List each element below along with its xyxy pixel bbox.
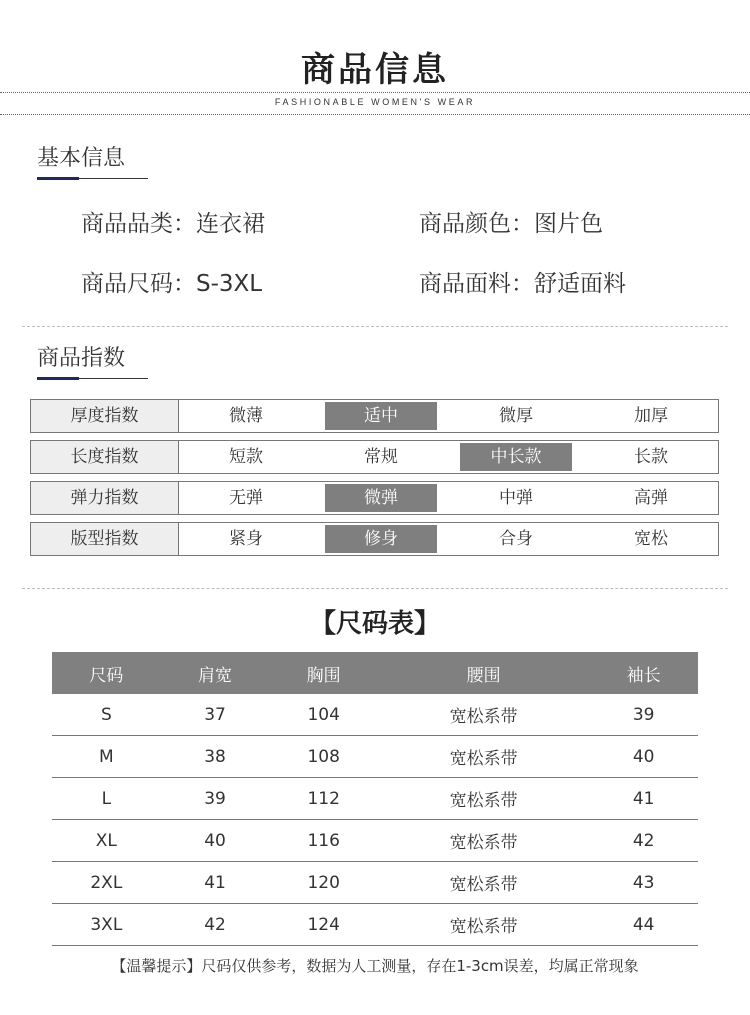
table-cell: 宽松系带	[378, 904, 589, 946]
heading-accent-bar	[37, 377, 79, 380]
index-row-options	[179, 523, 730, 555]
table-cell: 40	[589, 736, 698, 778]
index-row-label: 弹力指数	[31, 482, 179, 514]
title-dotted-divider-top	[0, 92, 750, 93]
table-row	[52, 778, 698, 820]
size-chart-title: 【尺码表】	[309, 609, 440, 639]
table-cell: 宽松系带	[378, 778, 589, 820]
index-option-selected: 中长款	[460, 443, 572, 471]
table-cell: 104	[269, 694, 378, 736]
section-divider	[22, 588, 728, 589]
index-option-selected: 修身	[325, 525, 437, 553]
table-cell: 3XL	[52, 904, 161, 946]
table-cell: 宽松系带	[378, 694, 589, 736]
table-cell: 42	[589, 820, 698, 862]
index-option: 常规	[364, 447, 398, 467]
index-option: 长款	[634, 447, 668, 467]
index-row	[30, 440, 719, 474]
page-subtitle: FASHIONABLE WOMEN'S WEAR	[274, 97, 476, 107]
basic-info-heading-text: 基本信息	[37, 146, 126, 171]
size-table-header-cell: 胸围	[269, 652, 378, 694]
tip-text: 【温馨提示】尺码仅供参考，数据为人工测量，存在1-3cm误差，均属正常现象	[111, 957, 639, 975]
table-cell: S	[52, 694, 161, 736]
size-table-header-cell: 肩宽	[161, 652, 270, 694]
info-color: 商品颜色：图片色	[419, 211, 603, 237]
index-heading-text: 商品指数	[37, 346, 126, 371]
page-title: 商品信息	[301, 50, 449, 90]
table-cell: 44	[589, 904, 698, 946]
table-cell: M	[52, 736, 161, 778]
table-cell: 124	[269, 904, 378, 946]
info-fabric: 商品面料：舒适面料	[419, 271, 626, 297]
table-cell: 宽松系带	[378, 862, 589, 904]
info-category: 商品品类：连衣裙	[81, 211, 265, 237]
index-row-label: 长度指数	[31, 441, 179, 473]
index-option: 短款	[229, 447, 263, 467]
table-row	[52, 736, 698, 778]
index-option-selected: 适中	[325, 402, 437, 430]
table-cell: 宽松系带	[378, 736, 589, 778]
index-option: 中弹	[499, 488, 533, 508]
index-row	[30, 481, 719, 515]
index-option: 无弹	[229, 488, 263, 508]
table-cell: 41	[589, 778, 698, 820]
index-option: 紧身	[229, 529, 263, 549]
title-dotted-divider-bottom	[0, 114, 750, 115]
index-heading	[37, 346, 148, 379]
index-option: 宽松	[634, 529, 668, 549]
size-table-header-cell: 腰围	[378, 652, 589, 694]
size-table-header-row	[52, 652, 698, 694]
section-divider	[22, 326, 728, 327]
index-row-label: 厚度指数	[31, 400, 179, 432]
table-cell: 116	[269, 820, 378, 862]
index-option: 微薄	[229, 406, 263, 426]
table-cell: 112	[269, 778, 378, 820]
index-option: 微厚	[499, 406, 533, 426]
table-cell: 宽松系带	[378, 820, 589, 862]
table-cell: 39	[161, 778, 270, 820]
table-cell: 42	[161, 904, 270, 946]
table-cell: XL	[52, 820, 161, 862]
index-row	[30, 399, 719, 433]
table-row	[52, 862, 698, 904]
size-table-header-cell: 尺码	[52, 652, 161, 694]
index-option: 加厚	[634, 406, 668, 426]
table-row	[52, 694, 698, 736]
table-row	[52, 820, 698, 862]
table-cell: L	[52, 778, 161, 820]
index-row-options	[179, 482, 730, 514]
size-table	[52, 652, 698, 946]
table-cell: 39	[589, 694, 698, 736]
table-cell: 41	[161, 862, 270, 904]
index-option: 合身	[499, 529, 533, 549]
index-row-options	[179, 441, 730, 473]
info-size: 商品尺码：S-3XL	[81, 271, 263, 297]
index-row	[30, 522, 719, 556]
index-row-options	[179, 400, 730, 432]
index-row-label: 版型指数	[31, 523, 179, 555]
basic-info-heading	[37, 146, 148, 179]
size-table-header-cell: 袖长	[589, 652, 698, 694]
index-option: 高弹	[634, 488, 668, 508]
table-row	[52, 904, 698, 946]
table-cell: 2XL	[52, 862, 161, 904]
table-cell: 38	[161, 736, 270, 778]
index-option-selected: 微弹	[325, 484, 437, 512]
table-cell: 120	[269, 862, 378, 904]
table-cell: 37	[161, 694, 270, 736]
table-cell: 43	[589, 862, 698, 904]
heading-accent-bar	[37, 177, 79, 180]
table-cell: 40	[161, 820, 270, 862]
table-cell: 108	[269, 736, 378, 778]
